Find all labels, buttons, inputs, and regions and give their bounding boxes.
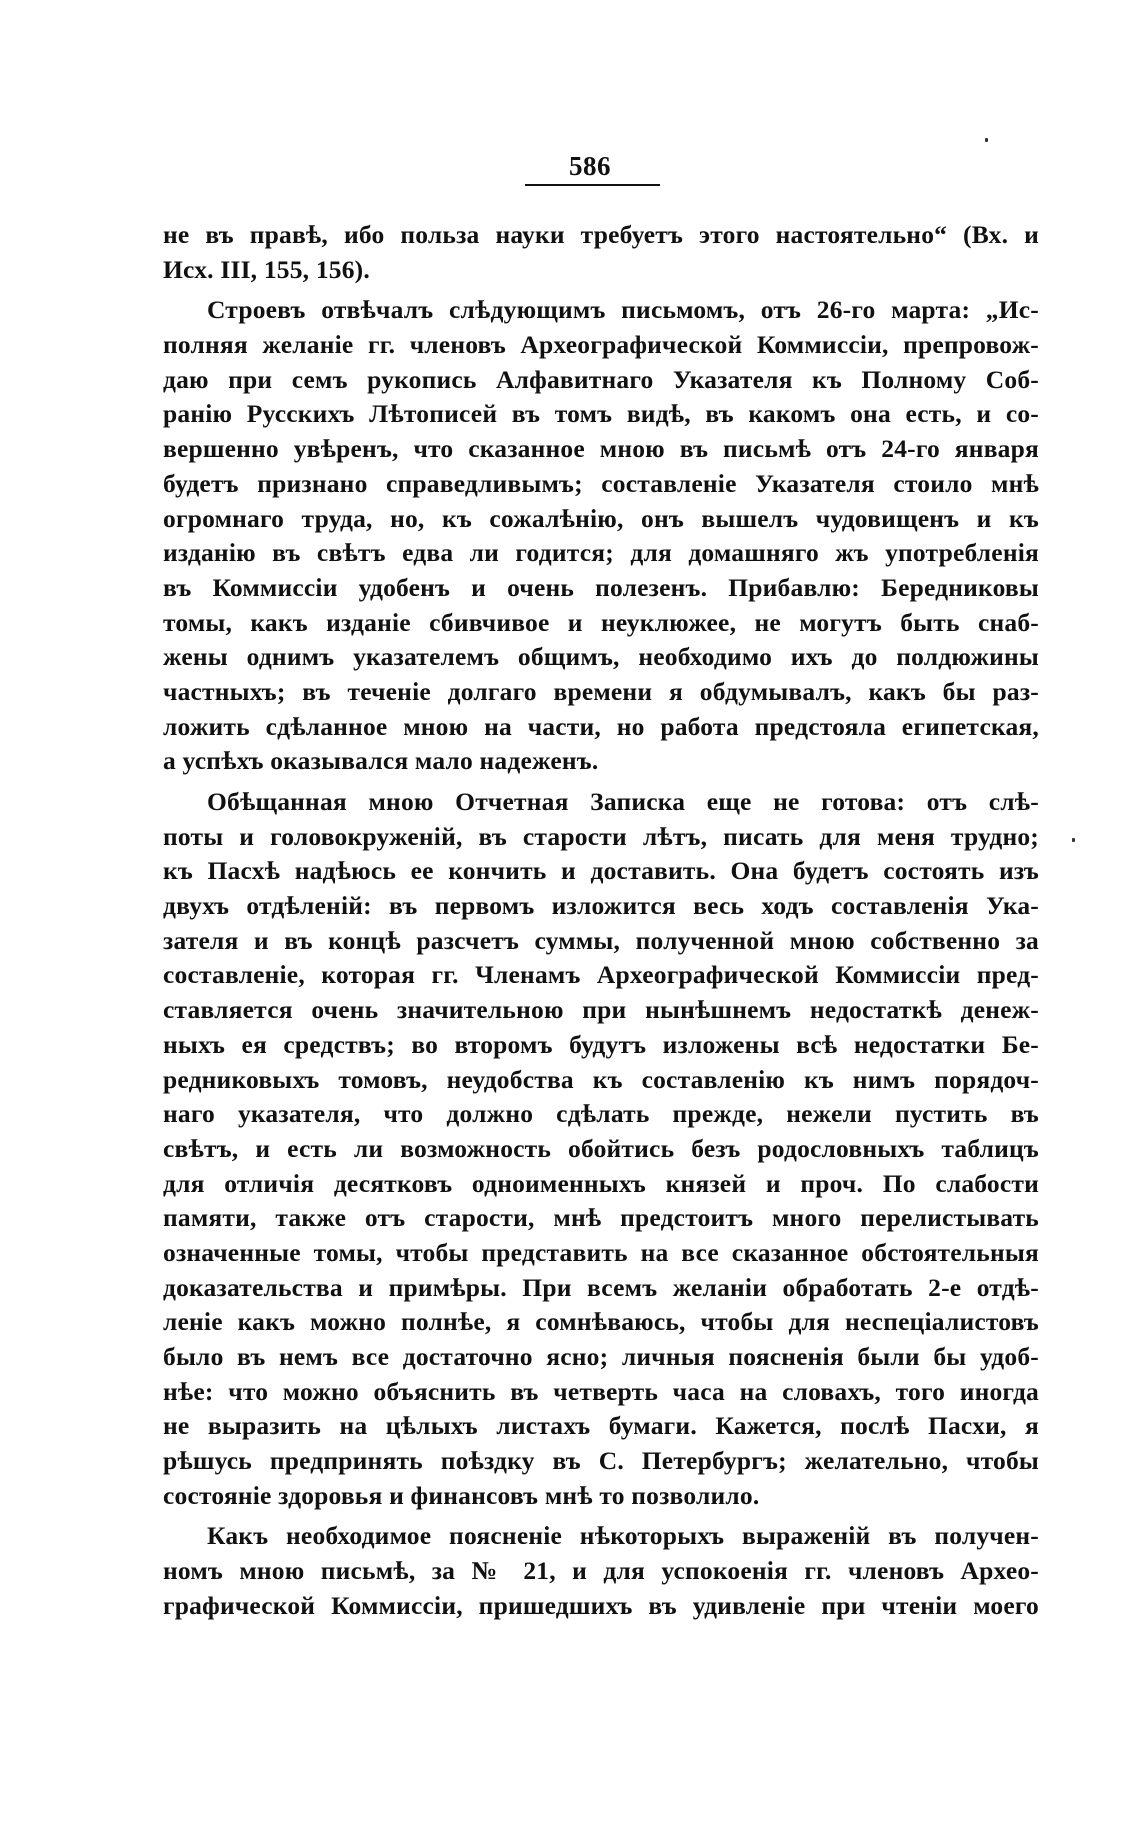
text-line: для отличія десятковъ одноименныхъ князей и проч. По слабости (163, 1168, 1039, 1198)
text-line: номъ мною письмѣ, за № 21, и для успокоенія гг. членовъ Архео- (163, 1556, 1039, 1586)
text-line: доказательства и примѣры. При всемъ желаніи обработать 2-е отдѣ- (163, 1272, 1039, 1302)
paragraph-2 (163, 293, 1039, 779)
text-line: леніе какъ можно полнѣе, я сомнѣваюсь, чтобы для неспеціалистовъ (163, 1307, 1039, 1337)
text-line: двухъ отдѣленій: въ первомъ изложится весь ходъ составленія Ука- (163, 891, 1039, 921)
text-line: огромнаго труда, но, къ сожалѣнію, онъ вышелъ чудовищенъ и къ (163, 503, 1039, 533)
page-number-rule (525, 184, 660, 186)
text-line: означенные томы, чтобы представить на все сказанное обстоятельныя (163, 1237, 1039, 1267)
page-number: 586 (569, 151, 611, 181)
text-line: ставляется очень значительною при нынѣшнемъ недостаткѣ денеж- (163, 995, 1039, 1025)
text-line: ранію Русскихъ Лѣтописей въ томъ видѣ, въ какомъ она есть, и со- (163, 399, 1039, 429)
text-line: ныхъ ея средствъ; во второмъ будутъ изложены всѣ недостатки Бе- (163, 1029, 1039, 1059)
text-line: зателя и въ концѣ разсчетъ суммы, полученной мною собственно за (163, 925, 1039, 955)
text-line: Обѣщанная мною Отчетная Записка еще не готова: отъ слѣ- (207, 787, 1039, 816)
text-line: изданію въ свѣтъ едва ли годится; для домашняго жъ употребленія (163, 538, 1039, 568)
text-line: полняя желаніе гг. членовъ Археографической Коммиссіи, препровож- (163, 330, 1039, 360)
text-line: наго указателя, что должно сдѣлать прежде, нежели пустить въ (163, 1099, 1039, 1129)
text-line: рѣшусь предпринять поѣздку въ С. Петербургъ; желательно, чтобы (163, 1446, 1039, 1476)
text-line: редниковыхъ томовъ, неудобства къ составленію къ нимъ порядоч- (163, 1064, 1039, 1094)
text-line: состояніе здоровья и финансовъ мнѣ то позволило. (163, 1480, 760, 1510)
text-line: поты и головокруженій, въ старости лѣтъ, писать для меня трудно; (163, 821, 1039, 851)
text-line: не въ правѣ, ибо польза науки требуетъ этого настоятельно“ (Вх. и (163, 220, 1039, 249)
text-line: будетъ признано справедливымъ; составленіе Указателя стоило мнѣ (163, 468, 1039, 498)
text-line: въ Коммиссіи удобенъ и очень полезенъ. Прибавлю: Бередниковы (163, 572, 1039, 602)
paragraph-3 (163, 785, 1039, 1513)
text-line: ложить сдѣланное мною на части, но работа предстояла египетская, (163, 711, 1039, 741)
text-line: вершенно увѣренъ, что сказанное мною въ письмѣ отъ 24-го января (163, 434, 1039, 464)
text-line: памяти, также отъ старости, мнѣ предстоитъ много перелистывать (163, 1203, 1039, 1233)
text-line: было въ немъ все достаточно ясно; личныя поясненія были бы удоб- (163, 1342, 1039, 1371)
text-line: даю при семъ рукопись Алфавитнаго Указателя къ Полному Соб- (163, 364, 1039, 394)
text-line: Исх. III, 155, 156). (163, 254, 370, 284)
text-line: томы, какъ изданіе сбивчивое и неуклюжее, не могутъ быть снаб- (163, 607, 1039, 637)
paragraph-1 (163, 218, 1039, 287)
scan-speck (985, 138, 988, 142)
text-line: нѣе: что можно объяснить въ четверть часа на словахъ, того иногда (163, 1376, 1039, 1406)
text-line: Строевъ отвѣчалъ слѣдующимъ письмомъ, отъ 26-го марта: „Ис- (207, 295, 1039, 325)
text-line: составленіе, которая гг. Членамъ Археографической Коммиссіи пред- (163, 960, 1039, 990)
text-line: а успѣхъ оказывался мало надеженъ. (163, 746, 599, 776)
paragraph-4 (163, 1519, 1039, 1623)
text-line: Какъ необходимое поясненіе нѣкоторыхъ выраженій въ получен- (207, 1521, 1039, 1551)
text-line: свѣтъ, и есть ли возможность обойтись безъ родословныхъ таблицъ (163, 1133, 1039, 1163)
scan-speck (1072, 838, 1075, 842)
text-line: къ Пасхѣ надѣюсь ее кончить и доставить. Она будетъ состоять изъ (163, 856, 1039, 886)
text-line: не выразить на цѣлыхъ листахъ бумаги. Кажется, послѣ Пасхи, я (163, 1411, 1039, 1441)
text-line: графической Коммиссіи, пришедшихъ въ удивленіе при чтеніи моего (163, 1590, 1039, 1620)
body-text (163, 218, 1039, 1624)
text-line: жены однимъ указателемъ общимъ, необходимо ихъ до полдюжины (163, 642, 1039, 672)
text-line: частныхъ; въ теченіе долгаго времени я обдумывалъ, какъ бы раз- (163, 676, 1039, 706)
